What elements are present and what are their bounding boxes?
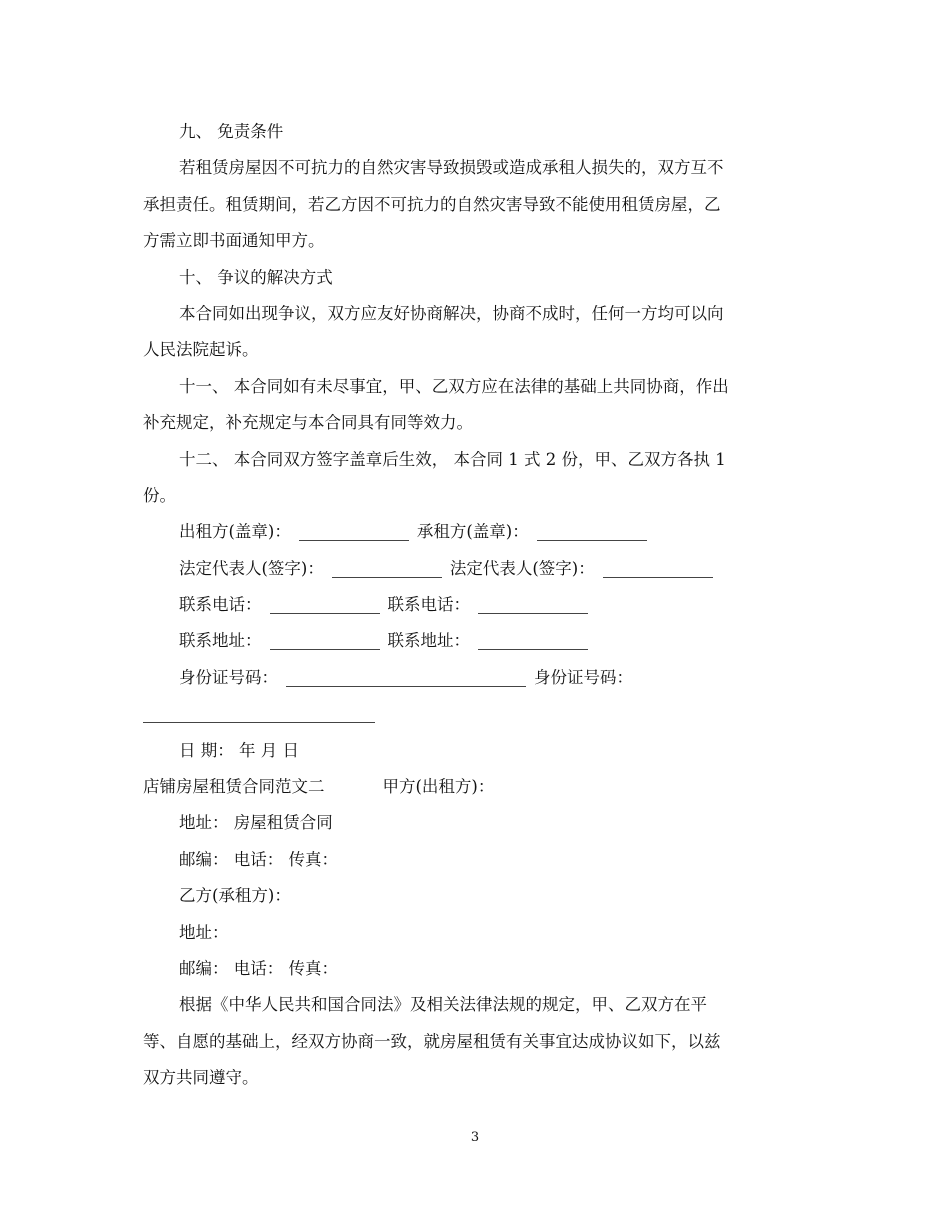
- preamble-line: 等、自愿的基础上，经双方协商一致，就房屋租赁有关事宜达成协议如下，以兹: [143, 1031, 721, 1051]
- section-10-heading: 十、 争议的解决方式: [179, 267, 333, 287]
- paragraph-line: 承担责任。租赁期间，若乙方因不可抗力的自然灾害导致不能使用租赁房屋，乙: [143, 194, 721, 214]
- id-blank-a: [286, 666, 526, 687]
- legal-rep-row: [143, 551, 813, 587]
- legal-rep-label-a: 法定代表人(签字)：: [179, 558, 324, 578]
- paragraph-line: 补充规定，补充规定与本合同具有同等效力。: [143, 413, 473, 433]
- id-continuation-row: [143, 696, 813, 732]
- contract-2-title: 店铺房屋租赁合同范文二: [143, 777, 325, 797]
- page-number: 3: [470, 1130, 480, 1145]
- address-label-b: 联系地址：: [387, 631, 470, 651]
- lessor-seal-label: 出租方(盖章)：: [179, 522, 291, 542]
- document-body: [143, 114, 813, 1097]
- seal-row: [143, 514, 813, 550]
- phone-row: [143, 587, 813, 623]
- paragraph-line: 人民法院起诉。: [143, 340, 259, 360]
- legal-rep-blank-a: [332, 557, 442, 578]
- legal-rep-blank-b: [603, 557, 713, 578]
- address-row: [143, 623, 813, 659]
- id-blank-b: [143, 702, 375, 723]
- section-11-line: 十一、 本合同如有未尽事宜，甲、乙双方应在法律的基础上共同协商，作出: [179, 376, 729, 396]
- paragraph-line: 本合同如出现争议，双方应友好协商解决，协商不成时，任何一方均可以向: [179, 303, 724, 323]
- phone-label-b: 联系电话：: [387, 595, 470, 615]
- paragraph-line: 份。: [143, 485, 176, 505]
- address-blank-a: [270, 629, 380, 650]
- date-row: 日 期： 年 月 日: [179, 740, 299, 760]
- contract-2-title-row: [143, 769, 813, 805]
- address-label-a: 联系地址：: [179, 631, 262, 651]
- id-label-b: 身份证号码：: [534, 667, 633, 687]
- preamble-line: 根据《中华人民共和国合同法》及相关法律法规的规定，甲、乙双方在平: [179, 995, 707, 1015]
- id-label-a: 身份证号码：: [179, 667, 278, 687]
- address-blank-b: [478, 629, 588, 650]
- party-b-contact: 邮编： 电话： 传真：: [179, 958, 338, 978]
- id-row: [143, 660, 813, 696]
- lessee-seal-blank: [537, 520, 647, 541]
- paragraph-line: 方需立即书面通知甲方。: [143, 231, 325, 251]
- party-a-label: 甲方(出租方)：: [382, 777, 495, 797]
- lessee-seal-label: 承租方(盖章)：: [416, 522, 529, 542]
- party-a-contact: 邮编： 电话： 传真：: [179, 849, 338, 869]
- phone-blank-b: [478, 593, 588, 614]
- paragraph-line: 若租赁房屋因不可抗力的自然灾害导致损毁或造成承租人损失的，双方互不: [179, 158, 724, 178]
- preamble-line: 双方共同遵守。: [143, 1068, 259, 1088]
- legal-rep-label-b: 法定代表人(签字)：: [449, 558, 595, 578]
- party-b-label: 乙方(承租方)：: [179, 886, 291, 906]
- phone-label-a: 联系电话：: [179, 595, 262, 615]
- section-12-line: 十二、 本合同双方签字盖章后生效， 本合同 1 式 2 份，甲、乙双方各执 1: [179, 449, 726, 469]
- lessor-seal-blank: [299, 520, 409, 541]
- party-b-address: 地址：: [179, 922, 229, 942]
- phone-blank-a: [270, 593, 380, 614]
- section-9-heading: 九、 免责条件: [179, 122, 284, 141]
- party-a-address: 地址： 房屋租赁合同: [179, 813, 333, 833]
